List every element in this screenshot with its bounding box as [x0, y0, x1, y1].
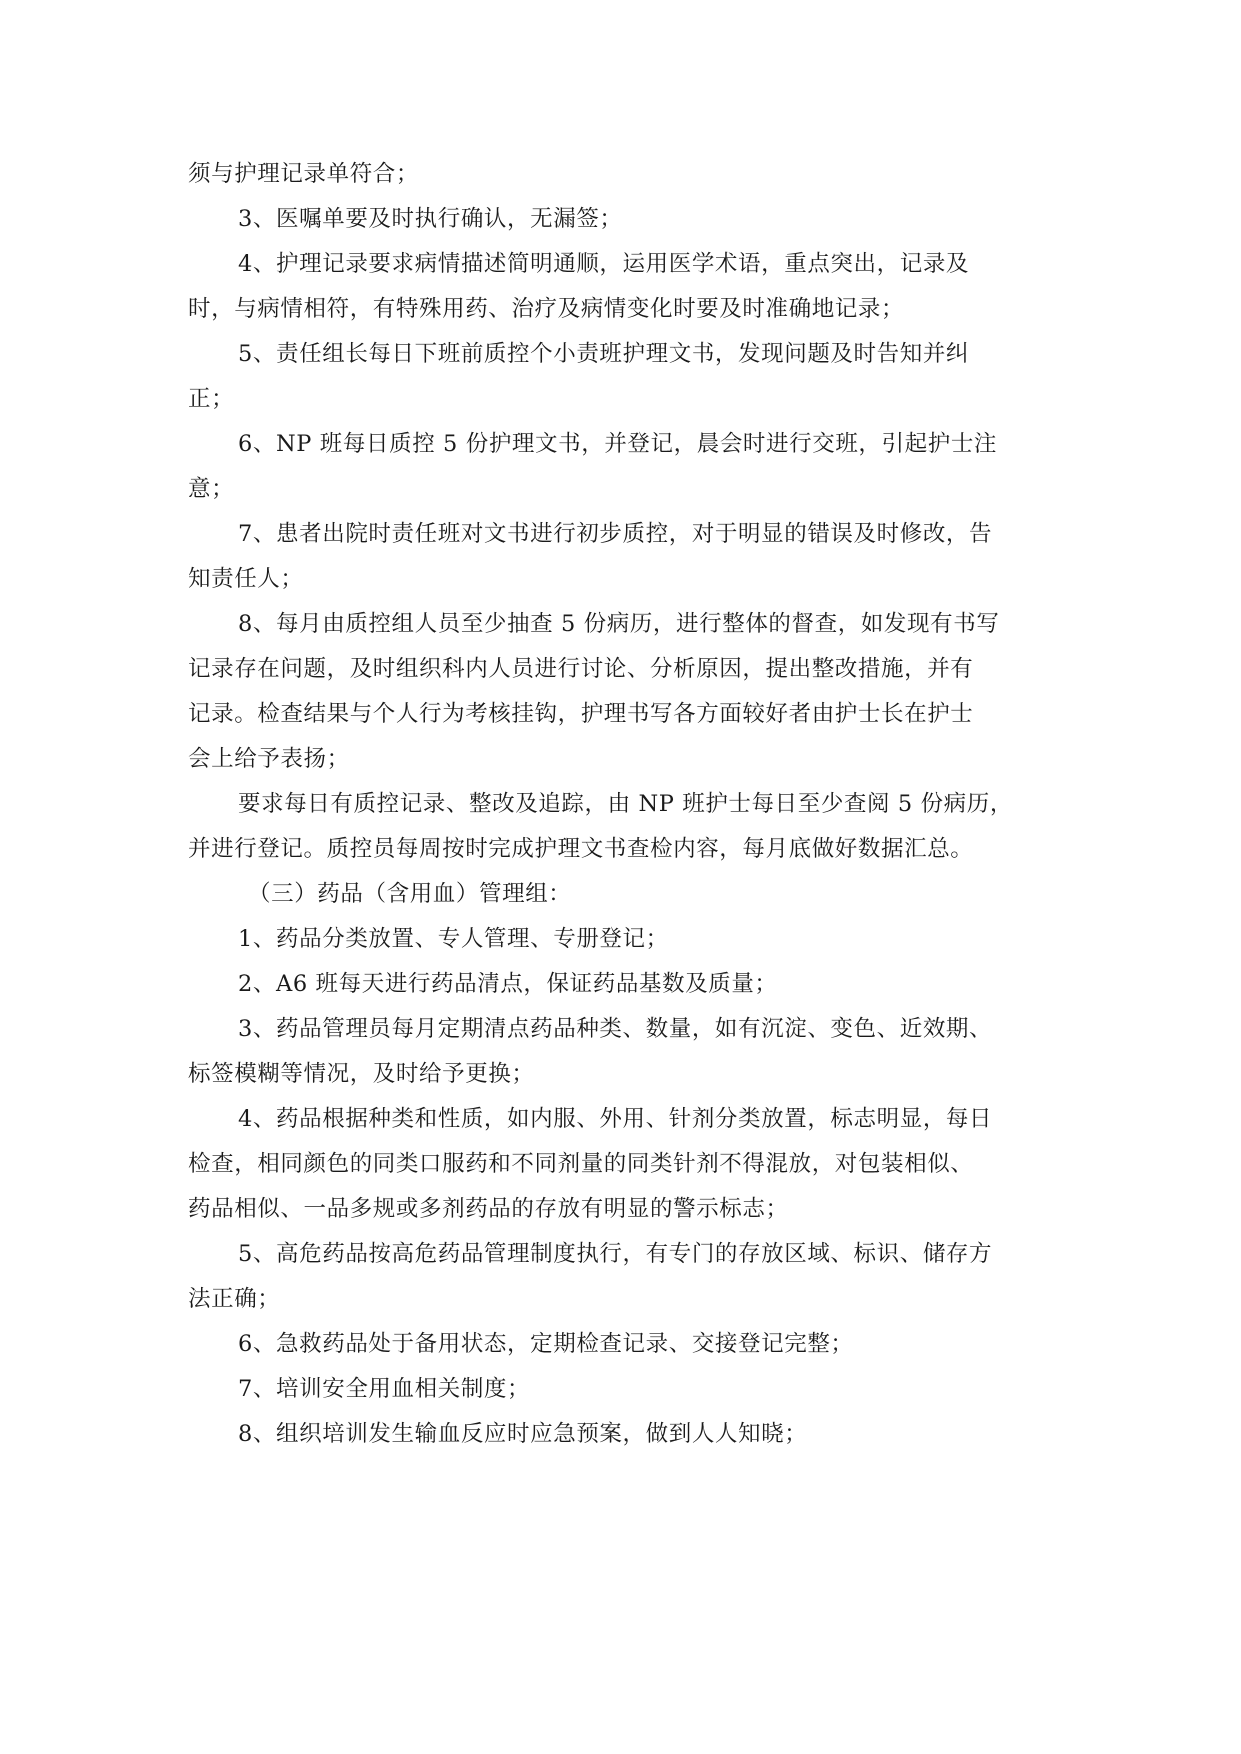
- list-item-2: 2、A6 班每天进行药品清点，保证药品基数及质量；: [238, 971, 778, 997]
- list-item-1: 1、药品分类放置、专人管理、专册登记；: [238, 926, 669, 952]
- list-item-6: 6、急救药品处于备用状态，定期检查记录、交接登记完整；: [238, 1331, 854, 1357]
- list-item-3: 3、医嘱单要及时执行确认，无漏签；: [238, 206, 623, 232]
- document-body: [188, 152, 1048, 1457]
- list-item-5: 5、高危药品按高危药品管理制度执行，有专门的存放区域、标识、储存方: [238, 1241, 993, 1267]
- list-item-4: 4、药品根据种类和性质，如内服、外用、针剂分类放置，标志明显，每日: [238, 1106, 993, 1132]
- text-line: 标签模糊等情况，及时给予更换；: [188, 1061, 535, 1087]
- text-line: 时，与病情相符，有特殊用药、治疗及病情变化时要及时准确地记录；: [188, 296, 905, 322]
- text-line: 意；: [188, 476, 235, 502]
- list-item-6: 6、NP 班每日质控 5 份护理文书，并登记，晨会时进行交班，引起护士注: [238, 431, 998, 457]
- list-item-7: 7、培训安全用血相关制度；: [238, 1376, 531, 1402]
- text-line: 知责任人；: [188, 566, 304, 592]
- text-line: 法正确；: [188, 1286, 281, 1312]
- list-item-4: 4、护理记录要求病情描述简明通顺，运用医学术语，重点突出，记录及: [238, 251, 970, 277]
- text-line: 检查，相同颜色的同类口服药和不同剂量的同类针剂不得混放，对包装相似、: [188, 1151, 974, 1177]
- text-line: 并进行登记。质控员每周按时完成护理文书查检内容，每月底做好数据汇总。: [188, 836, 974, 862]
- list-item-3: 3、药品管理员每月定期清点药品种类、数量，如有沉淀、变色、近效期、: [238, 1016, 993, 1042]
- text-line: 正；: [188, 386, 235, 412]
- list-item-7: 7、患者出院时责任班对文书进行初步质控，对于明显的错误及时修改，告: [238, 521, 993, 547]
- list-item-8: 8、每月由质控组人员至少抽查 5 份病历，进行整体的督查，如发现有书写: [238, 611, 1000, 637]
- text-line: 须与护理记录单符合；: [188, 161, 420, 187]
- list-item-8: 8、组织培训发生输血反应时应急预案，做到人人知晓；: [238, 1421, 808, 1447]
- text-line: 记录存在问题，及时组织科内人员进行讨论、分析原因，提出整改措施，并有: [188, 656, 974, 682]
- text-line: 记录。检查结果与个人行为考核挂钩，护理书写各方面较好者由护士长在护士: [188, 701, 974, 727]
- requirement-paragraph: 要求每日有质控记录、整改及追踪，由 NP 班护士每日至少查阅 5 份病历，: [238, 791, 1013, 817]
- text-line: 药品相似、一品多规或多剂药品的存放有明显的警示标志；: [188, 1196, 789, 1222]
- text-line: 会上给予表扬；: [188, 746, 350, 772]
- section-heading-drug-management: （三）药品（含用血）管理组：: [248, 881, 572, 907]
- list-item-5: 5、责任组长每日下班前质控个小责班护理文书，发现问题及时告知并纠: [238, 341, 970, 367]
